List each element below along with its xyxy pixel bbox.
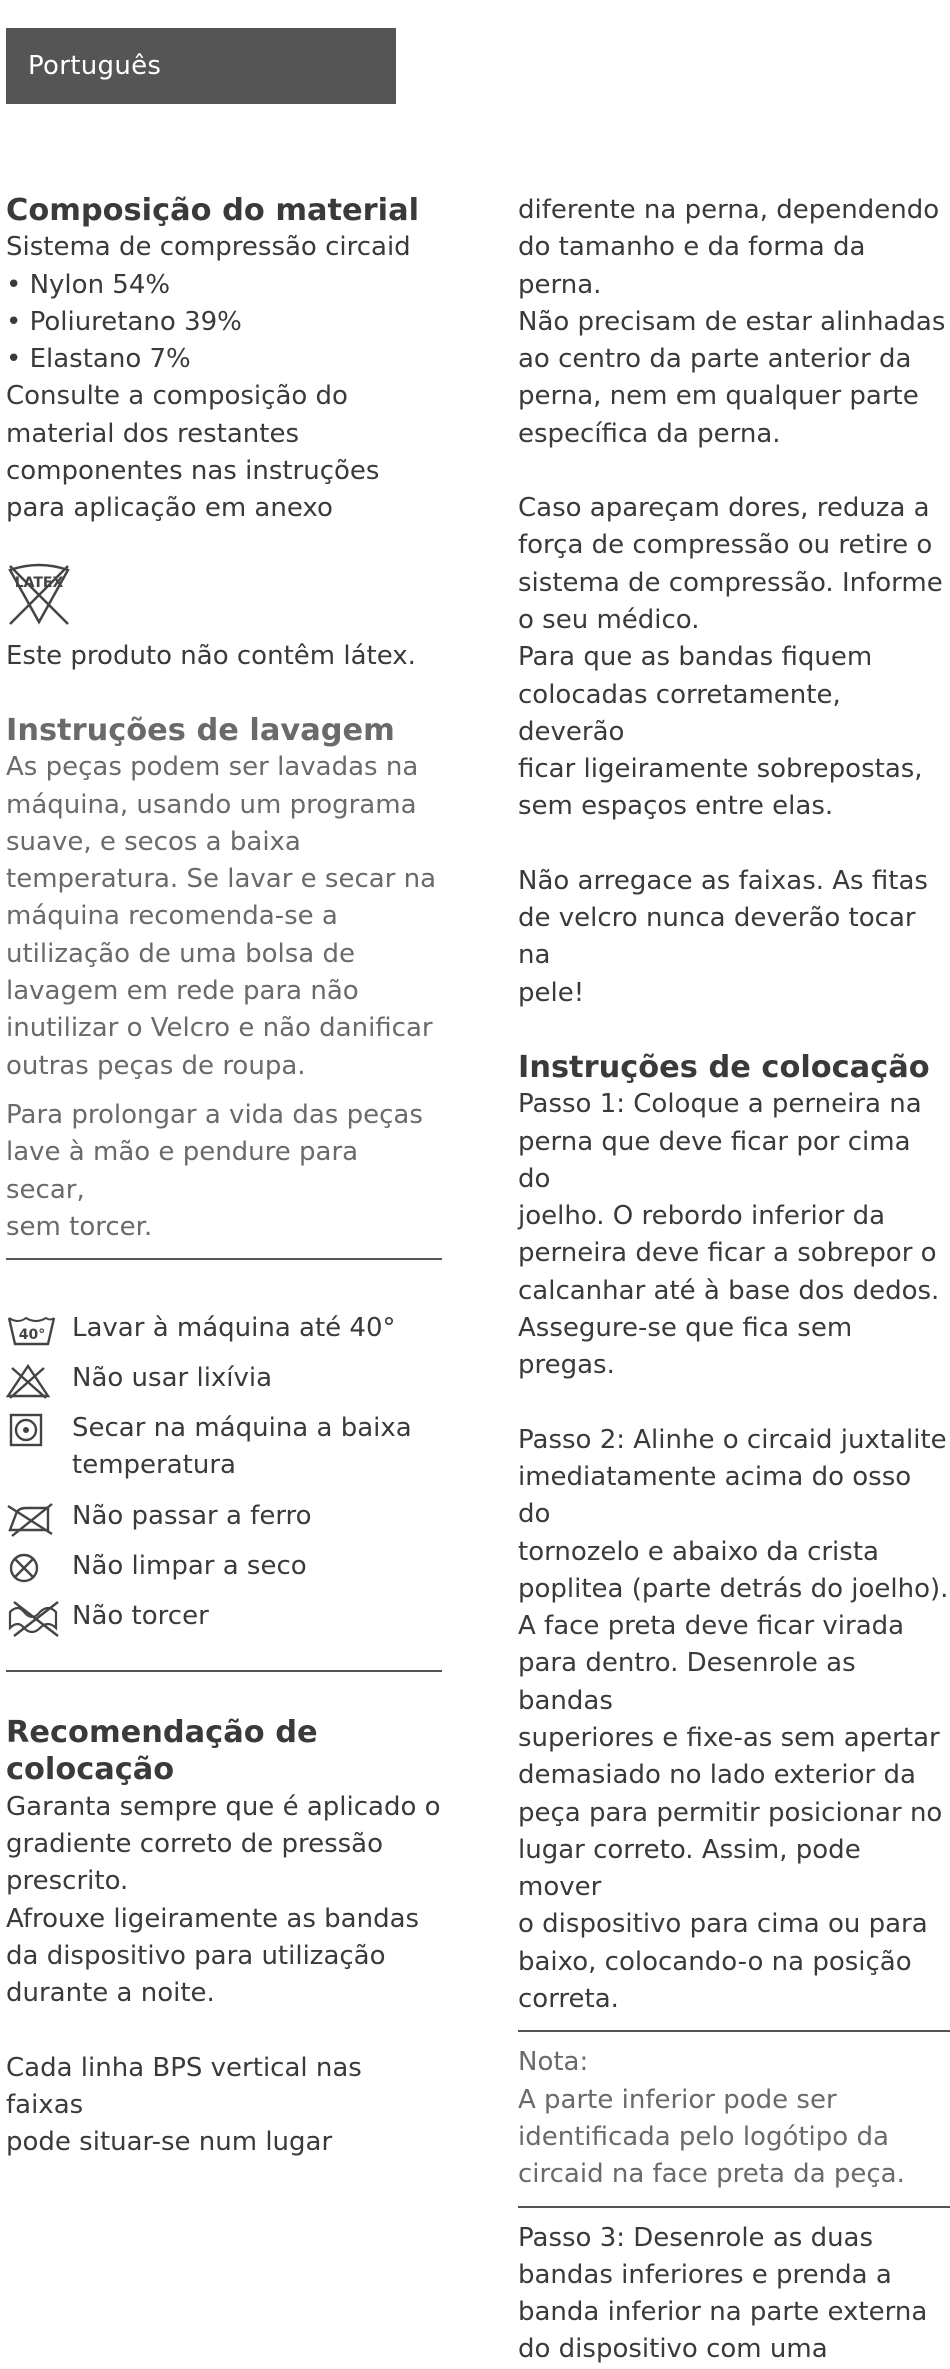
step3-line: do dispositivo com uma xyxy=(518,2334,828,2365)
bps-cont-line: ao centro da parte anterior da xyxy=(518,344,912,375)
care-item xyxy=(6,1498,442,1548)
pain-line: ficar ligeiramente sobrepostas, xyxy=(518,754,923,785)
step1-line: perneira deve ficar a sobrepor o xyxy=(518,1238,937,1269)
care-item-label: Não passar a ferro xyxy=(72,1501,312,1532)
bps-cont-line: Não precisam de estar alinhadas xyxy=(518,306,946,337)
washing-line: máquina, usando um programa xyxy=(6,789,417,820)
care-item xyxy=(6,1310,442,1360)
care-item-label: Não limpar a seco xyxy=(72,1551,307,1582)
composition-line: • Elastano 7% xyxy=(6,344,191,375)
care-item-label: Não torcer xyxy=(72,1601,209,1632)
roll-line: Não arregace as faixas. As fitas xyxy=(518,865,928,896)
tumble-dry-low-icon xyxy=(6,1412,66,1450)
note-block xyxy=(518,2044,950,2193)
care-item xyxy=(6,1598,442,1648)
step1-line: perna que deve ficar por cima do xyxy=(518,1126,911,1194)
pain-line: Caso apareçam dores, reduza a xyxy=(518,493,930,524)
care-item xyxy=(6,1410,442,1498)
washing-line: inutilizar o Velcro e não danificar xyxy=(6,1013,433,1044)
care-item xyxy=(6,1548,442,1598)
care-item xyxy=(6,1360,442,1410)
care-item-line: Secar na máquina a baixa xyxy=(72,1413,412,1444)
wash-40-icon xyxy=(6,1312,66,1350)
note-line: A parte inferior pode ser xyxy=(518,2084,837,2115)
pain-line: colocadas corretamente, deverão xyxy=(518,679,841,747)
care-item-line: temperatura xyxy=(72,1450,236,1481)
washing-extra-line: sem torcer. xyxy=(6,1211,153,1242)
note-line: identificada pelo logótipo da xyxy=(518,2121,889,2152)
washing-line: utilização de uma bolsa de xyxy=(6,938,355,969)
application-line: Garanta sempre que é aplicado o xyxy=(6,1791,441,1822)
step2-line: lugar correto. Assim, pode mover xyxy=(518,1834,861,1903)
step1-line: calcanhar até à base dos dedos. xyxy=(518,1275,940,1306)
composition-line: Consulte a composição do xyxy=(6,381,348,412)
right-column xyxy=(518,192,950,2369)
latex-free-icon xyxy=(6,562,72,628)
pain-line: força de compressão ou retire o xyxy=(518,530,933,561)
step1-line: Assegure-se que fica sem pregas. xyxy=(518,1313,853,1381)
step2-line: tornozelo e abaixo da crista xyxy=(518,1536,879,1567)
bps-line: pode situar-se num lugar xyxy=(6,2127,333,2158)
step2-line: superiores e fixe-as sem apertar xyxy=(518,1722,940,1753)
composition-line: • Poliuretano 39% xyxy=(6,306,242,337)
composition-line: material dos restantes xyxy=(6,418,300,449)
application-line: da dispositivo para utilização xyxy=(6,1940,386,1971)
composition-line: componentes nas instruções xyxy=(6,456,380,487)
no-iron-icon xyxy=(6,1500,66,1538)
bps-cont-line: diferente na perna, dependendo xyxy=(518,195,940,225)
bps-cont-line: do tamanho e da forma da perna. xyxy=(518,232,866,300)
step2-line: demasiado no lado exterior da xyxy=(518,1760,916,1791)
care-symbols-list xyxy=(6,1310,442,1648)
washing-line: temperatura. Se lavar e secar na xyxy=(6,864,437,895)
washing-line: As peças podem ser lavadas na xyxy=(6,752,419,783)
care-item-label xyxy=(66,1410,412,1485)
no-bleach-icon xyxy=(6,1362,66,1400)
application-line: prescrito. xyxy=(6,1866,129,1897)
roll-line: de velcro nunca deverão tocar na xyxy=(518,903,916,971)
wash-icon-text: 40° xyxy=(18,1327,46,1344)
application-line: durante a noite. xyxy=(6,1978,215,2009)
bps-line: Cada linha BPS vertical nas faixas xyxy=(6,2052,362,2120)
application-line: Afrouxe ligeiramente as bandas xyxy=(6,1903,420,1934)
latex-statement: Este produto não contêm látex. xyxy=(6,640,416,671)
washing-line: suave, e secos a baixa xyxy=(6,826,301,857)
bps-cont-line: perna, nem em qualquer parte xyxy=(518,381,919,412)
divider xyxy=(6,1258,442,1260)
step2-line: poplitea (parte detrás do joelho). xyxy=(518,1573,949,1604)
step2-line: o dispositivo para cima ou para xyxy=(518,1909,928,1940)
step1-line: joelho. O rebordo inferior da xyxy=(518,1201,886,1232)
composition-line: Sistema de compressão circaid xyxy=(6,232,411,263)
washing-extra-line: lave à mão e pendure para secar, xyxy=(6,1137,359,1205)
care-item-label: Não usar lixívia xyxy=(72,1363,273,1394)
step3-line: Passo 3: Desenrole as duas xyxy=(518,2222,874,2253)
step1-line: Passo 1: Coloque a perneira na xyxy=(518,1089,922,1120)
step3-line: bandas inferiores e prenda a xyxy=(518,2259,892,2290)
step2-line: Passo 2: Alinhe o circaid juxtalite xyxy=(518,1424,947,1455)
composition-line: para aplicação em anexo xyxy=(6,493,333,524)
no-wring-icon xyxy=(6,1600,66,1638)
left-column xyxy=(6,192,442,2161)
washing-line: máquina recomenda-se a xyxy=(6,901,338,932)
roll-line: pele! xyxy=(518,977,585,1008)
note-line: circaid na face preta da peça. xyxy=(518,2159,905,2190)
no-dry-clean-icon xyxy=(6,1550,66,1588)
washing-line: outras peças de roupa. xyxy=(6,1050,306,1081)
pain-line: sem espaços entre elas. xyxy=(518,791,834,822)
composition-line: • Nylon 54% xyxy=(6,269,171,300)
bps-cont-line: específica da perna. xyxy=(518,418,781,449)
latex-icon-text: LATEX xyxy=(14,574,64,591)
step3-line: banda inferior na parte externa xyxy=(518,2297,928,2328)
step2-line: peça para permitir posicionar no xyxy=(518,1797,943,1828)
application-line: gradiente correto de pressão xyxy=(6,1829,384,1860)
pain-line: sistema de compressão. Informe xyxy=(518,567,943,598)
step2-line: baixo, colocando-o na posição xyxy=(518,1946,912,1977)
application-heading: Recomendação de colocação xyxy=(6,1715,318,1788)
note-label: Nota: xyxy=(518,2047,589,2078)
step2-line: para dentro. Desenrole as bandas xyxy=(518,1648,856,1716)
donning-heading: Instruções de colocação xyxy=(518,1049,930,1085)
care-item-label: Lavar à máquina até 40° xyxy=(72,1313,396,1344)
composition-heading: Composição do material xyxy=(6,193,420,228)
washing-heading: Instruções de lavagem xyxy=(6,712,395,748)
step2-line: imediatamente acima do osso do xyxy=(518,1461,912,1530)
pain-line: o seu médico. xyxy=(518,604,700,635)
step2-line: correta. xyxy=(518,1984,619,2015)
step2-line: A face preta deve ficar virada xyxy=(518,1611,905,1642)
language-tab[interactable]: Português xyxy=(6,28,396,104)
washing-extra-line: Para prolongar a vida das peças xyxy=(6,1099,423,1130)
washing-line: lavagem em rede para não xyxy=(6,976,359,1007)
pain-line: Para que as bandas fiquem xyxy=(518,642,873,673)
